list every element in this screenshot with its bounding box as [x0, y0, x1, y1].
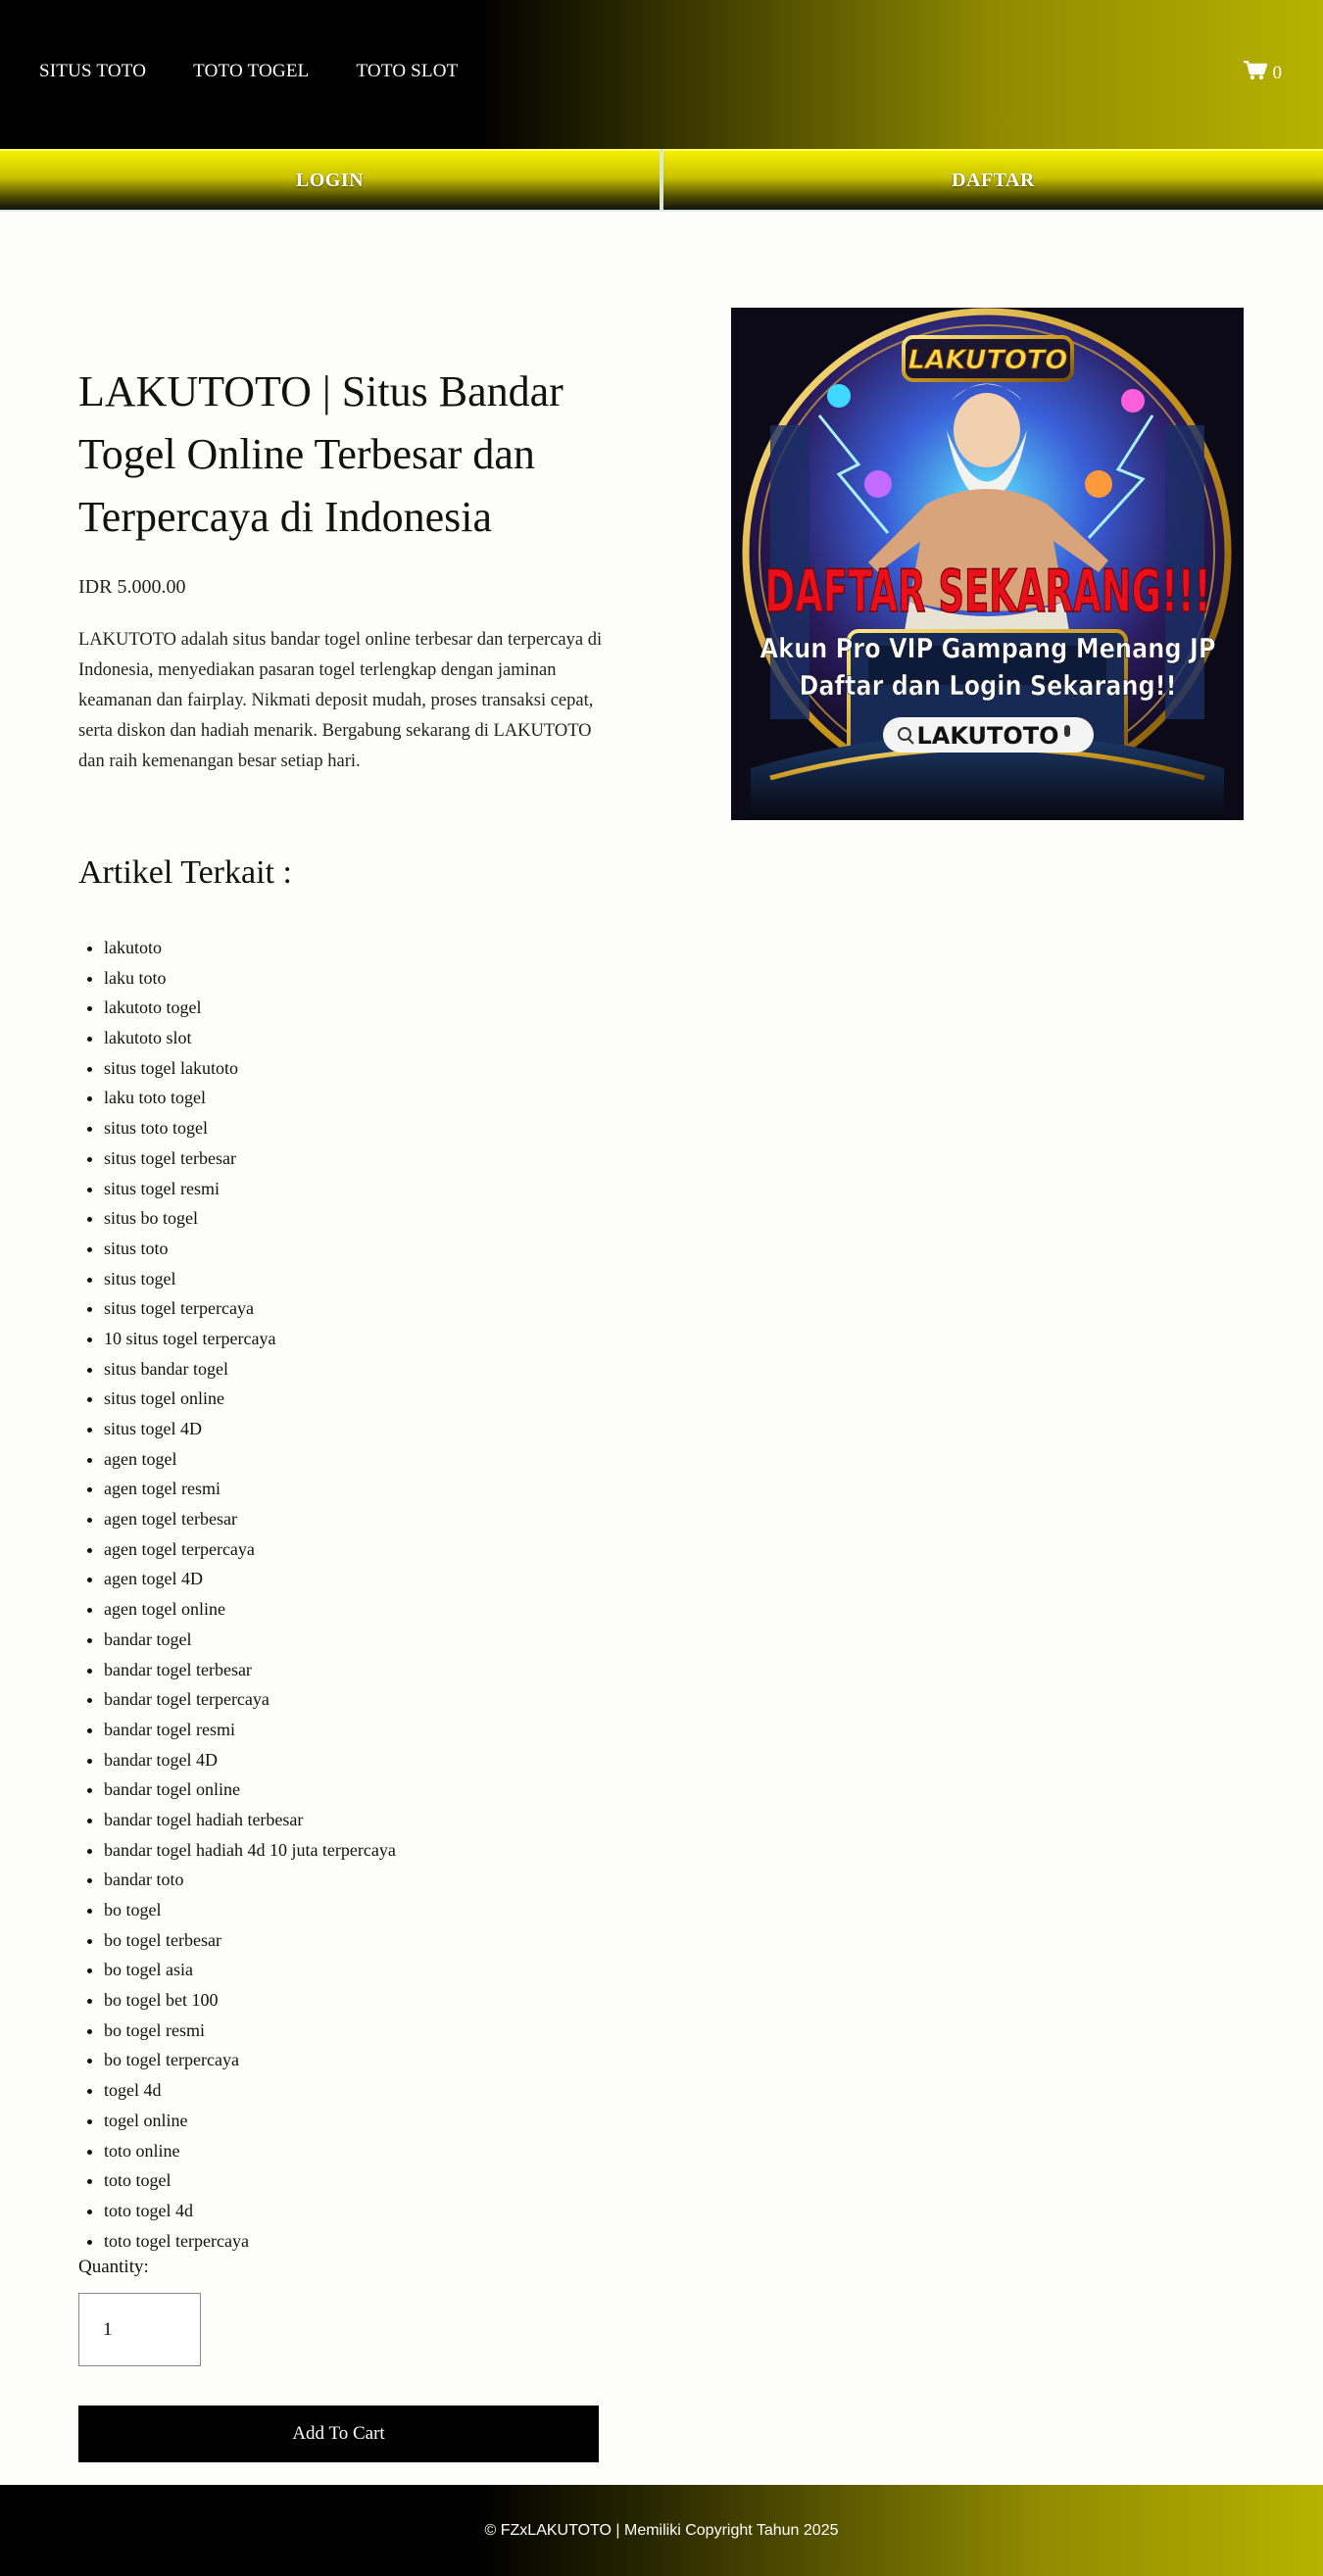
list-item: • bo togel bet 100 [104, 1985, 396, 2016]
product-description: LAKUTOTO adalah situs bandar togel online terbesar dan terpercaya di Indonesia, menyediakan pasaran togel terlengkap dengan jaminan keamanan dan fairplay. Nikmati deposit mudah, proses transaksi cepat, serta diskon dan hadiah menarik. Bergabung sekarang di LAKUTOTO dan raih kemenangan besar setiap hari. [78, 630, 603, 771]
list-item: • situs bandar togel [104, 1354, 396, 1385]
image-line1: Akun Pro VIP Gampang Menang JP [760, 632, 1216, 664]
list-item: • togel online [104, 2106, 396, 2136]
image-headline: DAFTAR SEKARANG!!! [764, 558, 1211, 626]
list-item: • bandar togel hadiah 4d 10 juta terpercaya [104, 1835, 396, 1866]
list-item: • situs toto togel [104, 1113, 396, 1143]
list-item: • bo togel [104, 1895, 396, 1925]
image-search-text: LAKUTOTO [916, 722, 1059, 750]
list-item: • bandar togel online [104, 1774, 396, 1805]
list-item: • situs togel resmi [104, 1174, 396, 1204]
main-nav [39, 61, 459, 82]
divider [0, 210, 1323, 212]
list-item: • laku toto [104, 963, 396, 994]
artikel-heading: Artikel Terkait : [78, 854, 292, 891]
list-item: • situs togel online [104, 1384, 396, 1414]
list-item: • bo togel resmi [104, 2016, 396, 2046]
nav-link-toto-slot[interactable]: TOTO SLOT [356, 61, 459, 81]
nav-link-situs-toto[interactable]: SITUS TOTO [39, 61, 147, 81]
list-item: • bo togel terpercaya [104, 2045, 396, 2075]
list-item: • situs togel terpercaya [104, 1293, 396, 1324]
list-item: • bandar toto [104, 1865, 396, 1895]
list-item: • agen togel terbesar [104, 1504, 396, 1534]
nav-link-toto-togel[interactable]: TOTO TOGEL [193, 61, 310, 81]
list-item: • bo togel terbesar [104, 1925, 396, 1956]
list-item: • agen togel terpercaya [104, 1534, 396, 1565]
image-line2: Daftar dan Login Sekarang!! [799, 669, 1177, 702]
login-button[interactable]: LOGIN [0, 149, 660, 210]
artikel-list [104, 933, 396, 2256]
list-item: • bandar togel terpercaya [104, 1684, 396, 1715]
cart-icon [1244, 61, 1267, 86]
list-item: • agen togel resmi [104, 1474, 396, 1504]
site-header [0, 0, 1323, 149]
add-to-cart-button[interactable]: Add To Cart [78, 2406, 599, 2462]
list-item: • lakutoto [104, 933, 396, 963]
list-item: • toto togel terpercaya [104, 2226, 396, 2257]
list-item: • situs togel [104, 1264, 396, 1294]
list-item: • laku toto togel [104, 1083, 396, 1113]
cart-count: 0 [1272, 63, 1282, 83]
quantity-input[interactable] [78, 2293, 201, 2366]
list-item: • toto togel 4d [104, 2196, 396, 2226]
list-item: • agen togel online [104, 1594, 396, 1625]
list-item: • 10 situs togel terpercaya [104, 1324, 396, 1354]
list-item: • bo togel asia [104, 1955, 396, 1985]
site-footer [0, 2485, 1323, 2576]
list-item: • bandar togel resmi [104, 1715, 396, 1745]
list-item: • agen togel 4D [104, 1564, 396, 1594]
page-title: LAKUTOTO | Situs Bandar Togel Online Terbesar dan Terpercaya di Indonesia [78, 367, 564, 541]
list-item: • situs togel 4D [104, 1414, 396, 1444]
quantity-label: Quantity: [78, 2257, 149, 2277]
list-item: • situs bo togel [104, 1203, 396, 1234]
list-item: • bandar togel hadiah terbesar [104, 1805, 396, 1835]
list-item: • lakutoto togel [104, 993, 396, 1023]
list-item: • toto togel [104, 2165, 396, 2196]
list-item: • lakutoto slot [104, 1023, 396, 1053]
list-item: • agen togel [104, 1444, 396, 1475]
auth-bar [0, 149, 1323, 210]
cart-button[interactable] [1244, 61, 1283, 86]
list-item: • bandar togel [104, 1625, 396, 1655]
image-logo-text: LAKUTOTO [907, 345, 1068, 375]
list-item: • toto online [104, 2136, 396, 2166]
product-image [731, 308, 1244, 820]
product-price: IDR 5.000.00 [78, 576, 186, 598]
list-item: • situs togel terbesar [104, 1143, 396, 1174]
footer-copyright: © FZxLAKUTOTO | Memiliki Copyright Tahun 2025 [484, 2521, 839, 2539]
list-item: • situs togel lakutoto [104, 1053, 396, 1084]
list-item: • situs toto [104, 1234, 396, 1264]
list-item: • togel 4d [104, 2075, 396, 2106]
daftar-button[interactable]: DAFTAR [663, 149, 1323, 210]
list-item: • bandar togel 4D [104, 1745, 396, 1775]
list-item: • bandar togel terbesar [104, 1655, 396, 1685]
